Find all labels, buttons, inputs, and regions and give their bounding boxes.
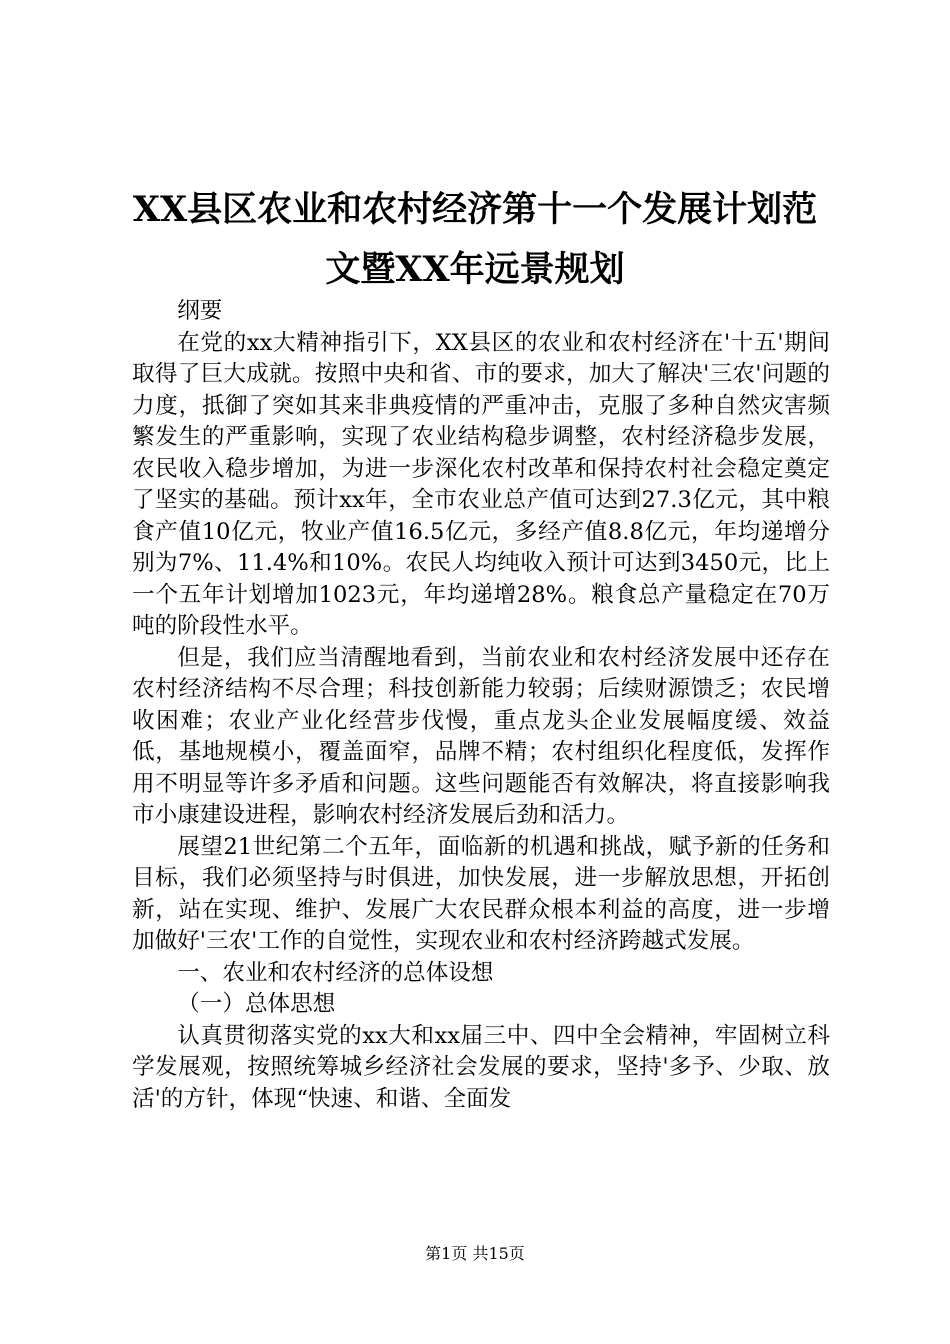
paragraph: 认真贯彻落实党的xx大和xx届三中、四中全会精神，牢固树立科学发展观，按照统筹城乡经济社会发展的要求，坚持'多予、少取、放活'的方针，体现“快速、和谐、全面发 [132, 1022, 830, 1112]
title-line-1: XX县区农业和农村经济第十一个发展计划范 [132, 189, 818, 230]
paragraph: 在党的xx大精神指引下，XX县区的农业和农村经济在'十五'期间取得了巨大成就。按照中央和省、市的要求，加大了解决'三农'问题的力度，抵御了突如其来非典疫情的严重冲击，克服了多种自然灾害频繁发生的严重影响，实现了农业结构稳步调整，农村经济稳步发展，农民收入稳步增加，为进一步深化农村改革和保持农村社会稳定奠定了坚实的基础。预计xx年，全市农业总产值可达到27.3亿元，其中粮食产值10亿元，牧业产值16.5亿元，多经产值8.8亿元，年均递增分别为7%、11.4%和10%。农民人均纯收入预计可达到3450元，比上一个五年计划增加1023元，年均递增28%。粮食总产量稳定在70万吨的阶段性水平。 [132, 329, 830, 639]
document-title [100, 180, 850, 300]
paragraph: 展望21世纪第二个五年，面临新的机遇和挑战，赋予新的任务和目标，我们必须坚持与时俱进，加快发展，进一步解放思想，开拓创新，站在实现、维护、发展广大农民群众根本利益的高度，进一步增加做好'三农'工作的自觉性，实现农业和农村经济跨越式发展。 [132, 833, 830, 954]
section-heading: 一、农业和农村经济的总体设想 [177, 959, 494, 986]
page-number-footer: 第1页 共15页 [425, 1244, 525, 1263]
subsection-heading: （一）总体思想 [177, 991, 336, 1017]
title-line-2: 文暨XX年远景规划 [325, 249, 625, 290]
paragraph: 但是，我们应当清醒地看到，当前农业和农村经济发展中还存在农村经济结构不尽合理；科技创新能力较弱；后续财源馈乏；农民增收困难；农业产业化经营步伐慢，重点龙头企业发展幅度缓、效益低，基地规模小，覆盖面窄，品牌不精；农村组织化程度低，发挥作用不明显等许多矛盾和问题。这些问题能否有效解决，将直接影响我市小康建设进程，影响农村经济发展后劲和活力。 [132, 644, 830, 828]
document-body [132, 296, 830, 1115]
paragraph-outline-label: 纲要 [177, 298, 223, 324]
